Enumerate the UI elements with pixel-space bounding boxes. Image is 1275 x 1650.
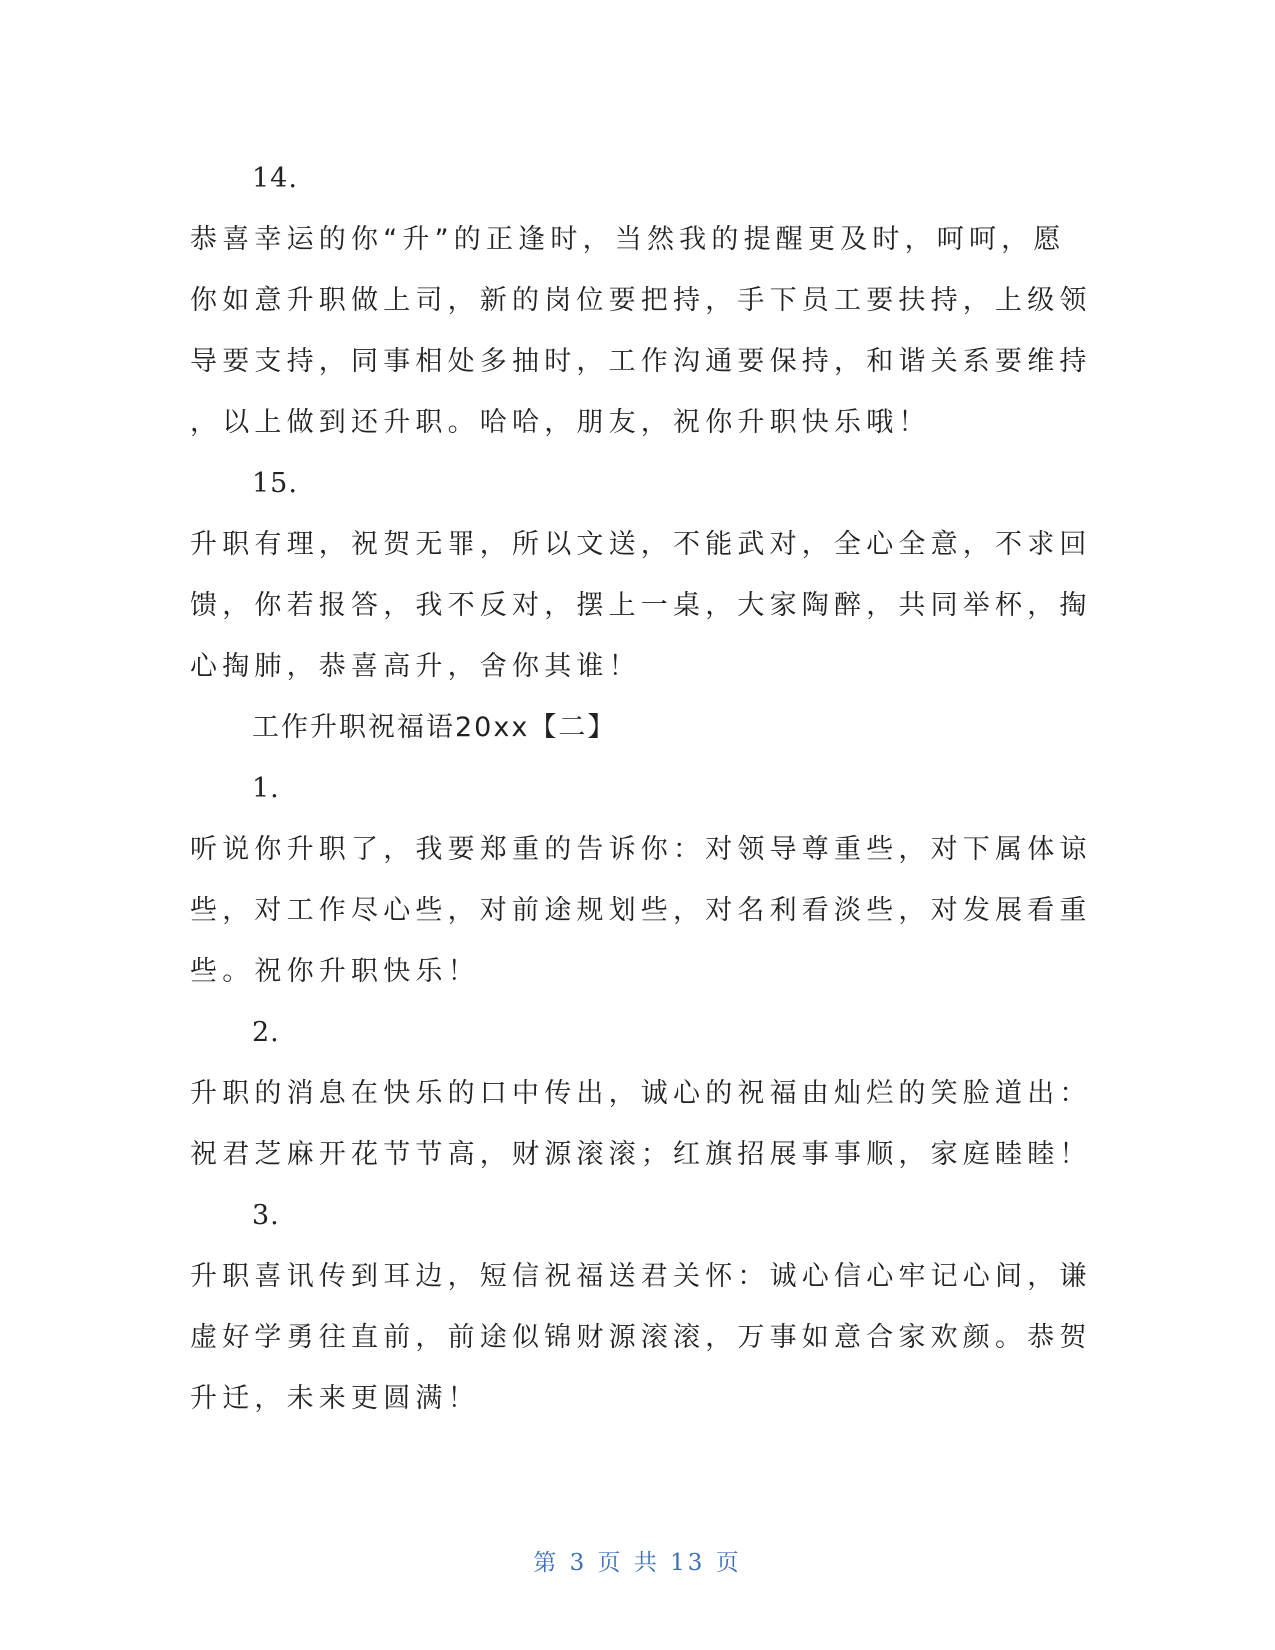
paragraph-line: ，以上做到还升职。哈哈，朋友，祝你升职快乐哦！ xyxy=(190,407,931,438)
paragraph-line: 升职有理，祝贺无罪，所以文送，不能武对，全心全意，不求回 xyxy=(190,529,1092,560)
item-number: 2. xyxy=(252,1017,280,1048)
paragraph-line: 些，对工作尽心些，对前途规划些，对名利看淡些，对发展看重 xyxy=(190,895,1092,926)
paragraph-line: 祝君芝麻开花节节高，财源滚滚；红旗招展事事顺，家庭睦睦！ xyxy=(190,1139,1092,1170)
page-number-footer: 第 3 页 共 13 页 xyxy=(533,1550,742,1576)
paragraph-line: 心掏肺，恭喜高升，舍你其谁！ xyxy=(190,651,641,682)
paragraph-line: 升职喜讯传到耳边，短信祝福送君关怀：诚心信心牢记心间，谦 xyxy=(190,1261,1092,1292)
paragraph-line: 恭喜幸运的你“升”的正逢时，当然我的提醒更及时，呵呵，愿 xyxy=(190,224,1066,255)
item-number: 15. xyxy=(252,468,298,499)
paragraph-line: 听说你升职了，我要郑重的告诉你：对领导尊重些，对下属体谅 xyxy=(190,834,1092,865)
paragraph-line: 虚好学勇往直前，前途似锦财源滚滚，万事如意合家欢颜。恭贺 xyxy=(190,1322,1092,1353)
section-heading: 工作升职祝福语20xx【二】 xyxy=(252,712,617,743)
item-number: 1. xyxy=(252,773,280,804)
paragraph-line: 导要支持，同事相处多抽时，工作沟通要保持，和谐关系要维持 xyxy=(190,346,1092,377)
paragraph-line: 升迁，未来更圆满！ xyxy=(190,1383,480,1414)
paragraph-line: 馈，你若报答，我不反对，摆上一桌，大家陶醉，共同举杯，掏 xyxy=(190,590,1092,621)
paragraph-line: 些。祝你升职快乐！ xyxy=(190,956,480,987)
item-number: 14. xyxy=(252,163,298,194)
paragraph-line: 升职的消息在快乐的口中传出，诚心的祝福由灿烂的笑脸道出： xyxy=(190,1078,1092,1109)
document-body xyxy=(190,148,1092,1429)
item-number: 3. xyxy=(252,1200,280,1231)
paragraph-line: 你如意升职做上司，新的岗位要把持，手下员工要扶持，上级领 xyxy=(190,285,1092,316)
